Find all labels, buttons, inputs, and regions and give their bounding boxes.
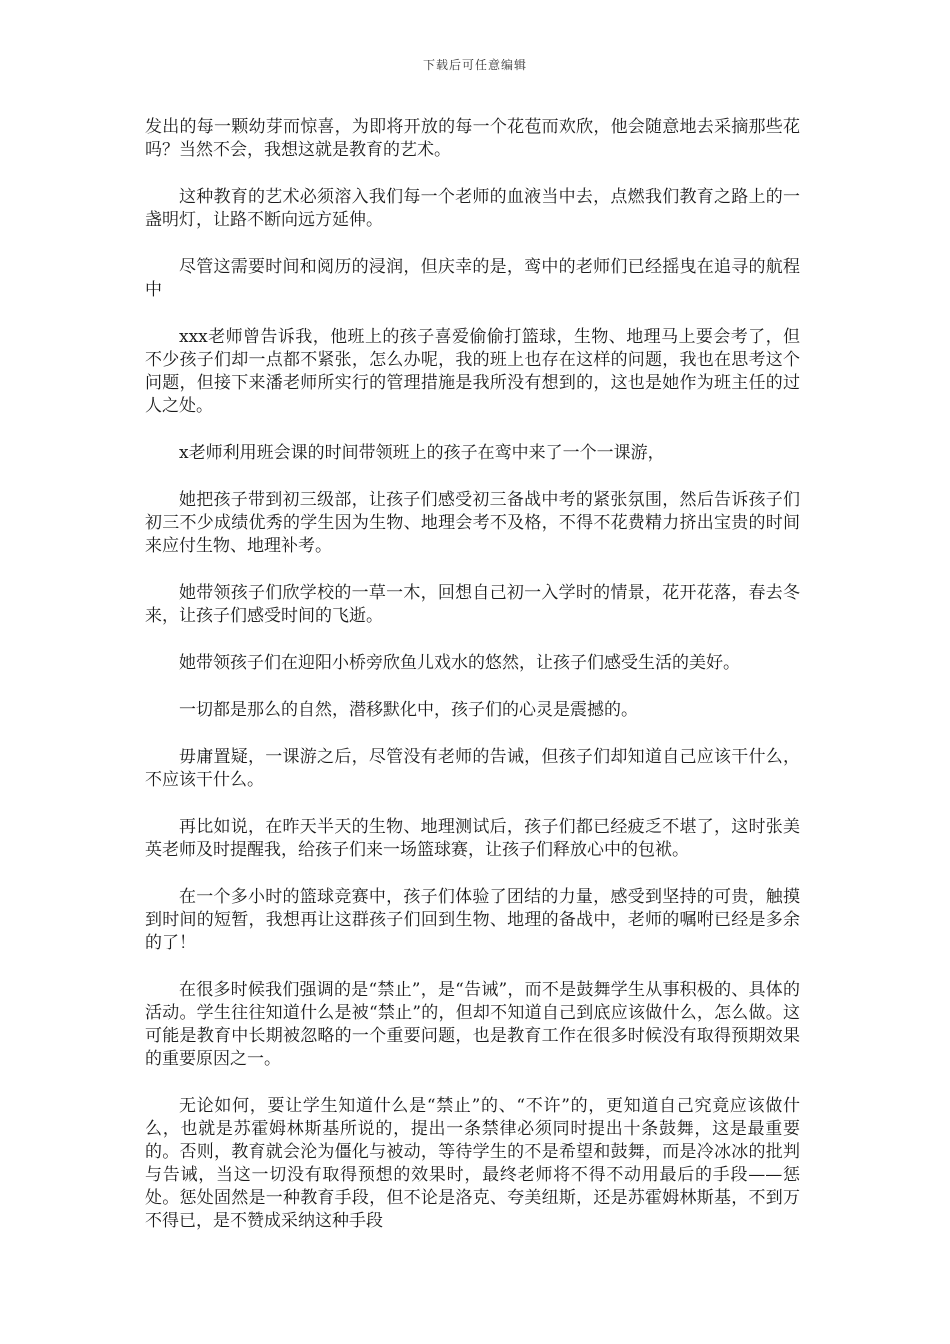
- paragraph: 她带领孩子们在迎阳小桥旁欣鱼儿戏水的悠然，让孩子们感受生活的美好。: [179, 653, 740, 673]
- paragraph: 发出的每一颗幼芽而惊喜，为即将开放的每一个花苞而欢欣，他会随意地去采摘那些花吗？当然不会，我想这就是教育的艺术。: [145, 117, 800, 160]
- paragraph: 她带领孩子们欣学校的一草一木，回想自己初一入学时的情景，花开花落，春去冬来，让孩子们感受时间的飞逝。: [145, 583, 800, 626]
- paragraph: 毋庸置疑，一课游之后，尽管没有老师的告诫，但孩子们却知道自己应该干什么，不应该干什么。: [145, 747, 800, 790]
- paragraph: 再比如说，在昨天半天的生物、地理测试后，孩子们都已经疲乏不堪了，这时张美英老师及时提醒我，给孩子们来一场篮球赛，让孩子们释放心中的包袱。: [145, 817, 800, 860]
- paragraph: 在一个多小时的篮球竞赛中，孩子们体验了团结的力量，感受到坚持的可贵，触摸到时间的短暂，我想再让这群孩子们回到生物、地理的备战中，老师的嘱咐已经是多余的了！: [145, 887, 800, 953]
- paragraph: 无论如何，要让学生知道什么是“禁止”的、“不许”的，更知道自己究竟应该做什么，也就是苏霍姆林斯基所说的，提出一条禁律必须同时提出十条鼓舞，这是最重要的。否则，教育就会沦为僵化与被动，等待学生的不是希望和鼓舞，而是冷冰冰的批判与告诫，当这一切没有取得预想的效果时，最终老师将不得不动用最后的手段——惩处。惩处固然是一种教育手段，但不论是洛克、夸美纽斯，还是苏霍姆林斯基，不到万不得已，是不赞成采纳这种手段: [145, 1096, 800, 1231]
- paragraph: 一切都是那么的自然，潜移默化中，孩子们的心灵是震撼的。: [179, 700, 638, 720]
- paragraph: x老师利用班会课的时间带领班上的孩子在鸾中来了一个一课游，: [179, 443, 665, 463]
- paragraph: 这种教育的艺术必须溶入我们每一个老师的血液当中去，点燃我们教育之路上的一盏明灯，让路不断向远方延伸。: [145, 187, 800, 230]
- paragraph: 在很多时候我们强调的是“禁止”，是“告诫”，而不是鼓舞学生从事积极的、具体的活动。学生往往知道什么是被“禁止”的，但却不知道自己到底应该做什么，怎么做。这可能是教育中长期被忽略的一个重要问题，也是教育工作在很多时候没有取得预期效果的重要原因之一。: [145, 980, 800, 1069]
- page-header: 下载后可任意编辑: [422, 58, 527, 72]
- paragraph: 她把孩子带到初三级部，让孩子们感受初三备战中考的紧张氛围，然后告诉孩子们初三不少成绩优秀的学生因为生物、地理会考不及格，不得不花费精力挤出宝贵的时间来应付生物、地理补考。: [145, 490, 800, 556]
- paragraph: 尽管这需要时间和阅历的浸润，但庆幸的是，鸾中的老师们已经摇曳在追寻的航程中: [145, 257, 800, 300]
- document-body: [145, 116, 800, 1257]
- paragraph: xxx老师曾告诉我，他班上的孩子喜爱偷偷打篮球，生物、地理马上要会考了，但不少孩子们却一点都不紧张，怎么办呢，我的班上也存在这样的问题，我也在思考这个问题，但接下来潘老师所实行的管理措施是我所没有想到的，这也是她作为班主任的过人之处。: [145, 327, 800, 416]
